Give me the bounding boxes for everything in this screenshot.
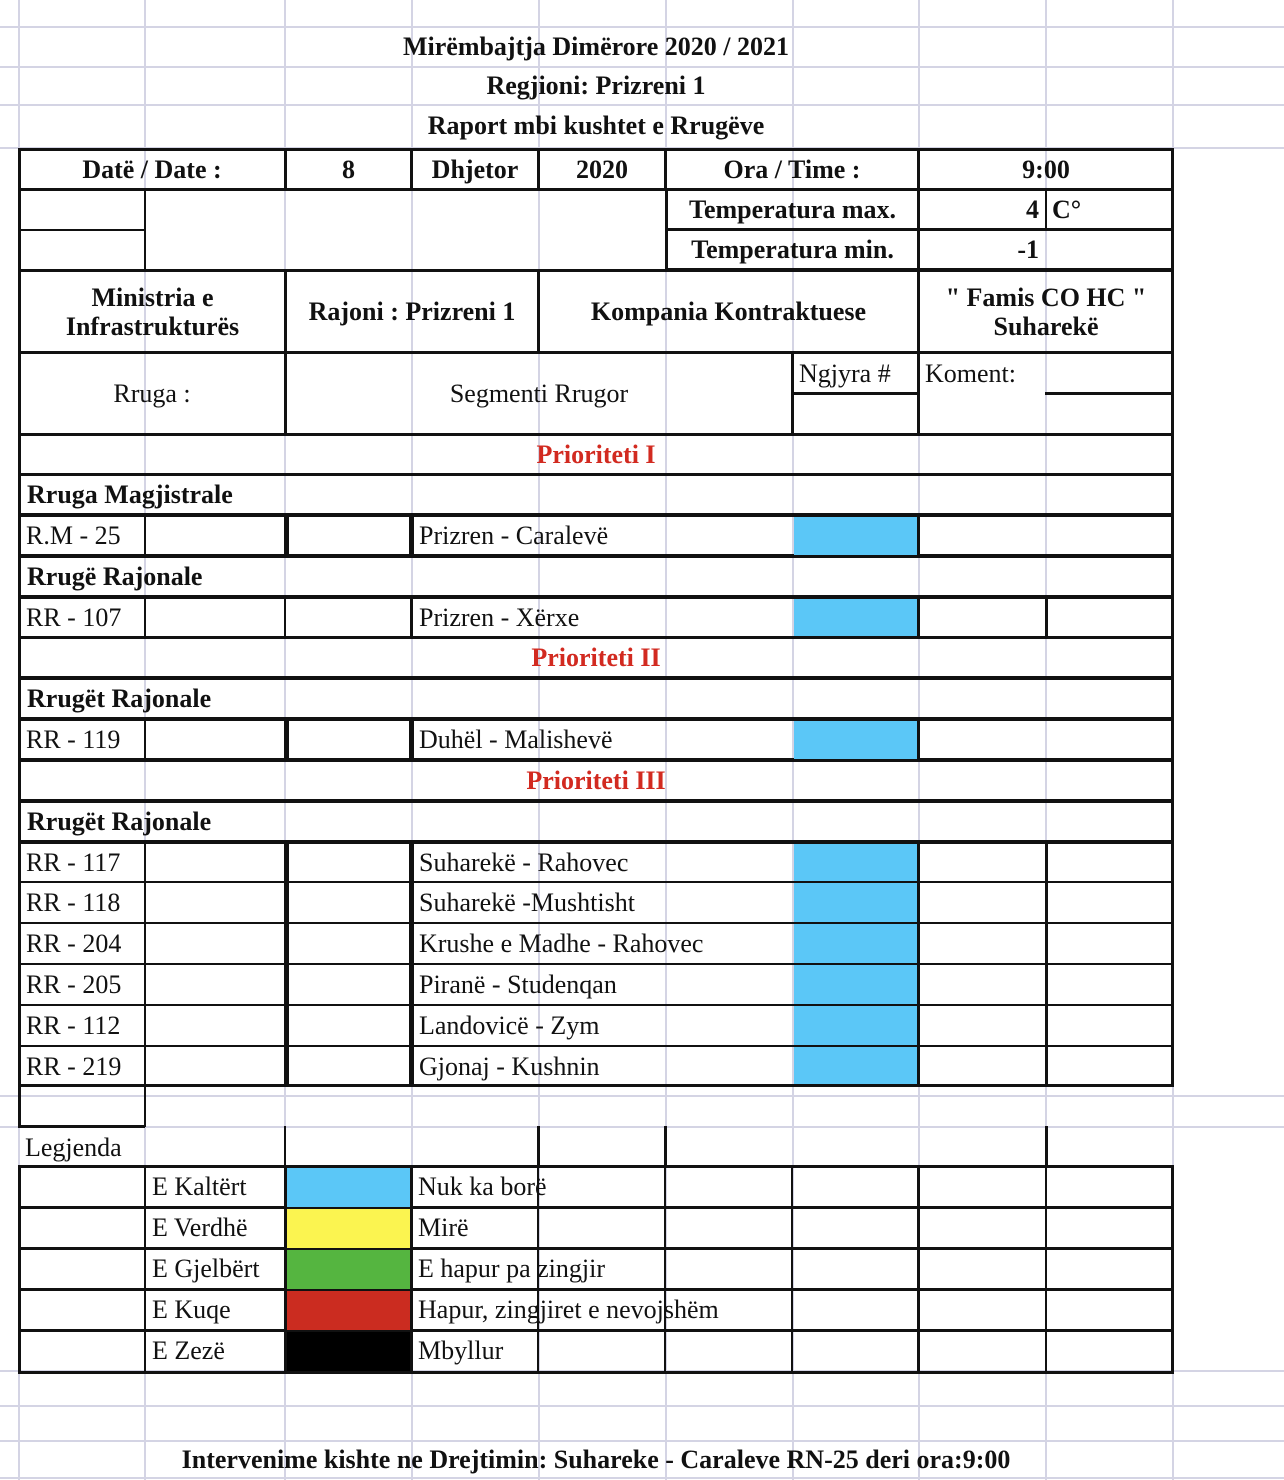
cell-divider [791, 392, 920, 395]
road-segment: Piranë - Studenqan [419, 969, 617, 999]
status-swatch[interactable] [794, 517, 917, 555]
section-heading: Rrugët Rajonale [27, 683, 212, 713]
temp-max-label: Temperatura max. [688, 194, 896, 224]
priority-2-heading: Prioriteti II [531, 642, 661, 672]
legend-color-name: E Gjelbërt [152, 1254, 260, 1284]
road-segment: Suharekë - Rahovec [419, 847, 629, 877]
road-segment: Prizren - Caralevë [419, 520, 609, 550]
date-month[interactable]: Dhjetor [431, 154, 519, 184]
border [18, 229, 145, 231]
time-value[interactable]: 9:00 [1022, 154, 1070, 184]
cell-divider [410, 596, 413, 639]
road-code: R.M - 25 [26, 520, 121, 550]
road-segment: Landovicë - Zym [419, 1010, 600, 1040]
legend-swatch-black [287, 1332, 410, 1371]
legend-color-name: E Zezë [152, 1336, 225, 1366]
cell-divider [917, 718, 920, 761]
road-column-header: Rruga : [113, 378, 191, 408]
priority-1-heading: Prioriteti I [536, 439, 656, 469]
section-heading: Rruga Magjistrale [27, 479, 233, 509]
cell-divider [284, 718, 289, 761]
legend-meaning: E hapur pa zingjir [418, 1254, 605, 1284]
road-code: RR - 119 [26, 724, 121, 754]
legend-title: Legjenda [25, 1132, 122, 1162]
road-segment: Prizren - Xërxe [419, 602, 580, 632]
temp-min-value[interactable]: -1 [1017, 234, 1039, 264]
grid-line [0, 1095, 1284, 1097]
road-code: RR - 112 [26, 1010, 121, 1040]
rajoni-label: Rajoni : Prizreni 1 [308, 296, 516, 326]
cell-divider [284, 1126, 286, 1167]
road-segment: Gjonaj - Kushnin [419, 1051, 600, 1081]
region-heading: Regjioni: Prizreni 1 [486, 70, 706, 100]
border [18, 1085, 21, 1127]
status-swatch[interactable] [794, 721, 917, 759]
legend-color-name: E Kuqe [152, 1295, 231, 1325]
cell-divider [1045, 1165, 1047, 1374]
temp-min-label: Temperatura min. [691, 234, 894, 264]
date-year[interactable]: 2020 [576, 154, 628, 184]
legend-meaning: Mbyllur [418, 1336, 504, 1366]
row-divider [18, 963, 1174, 965]
legend-meaning: Hapur, zingjiret e nevojshëm [418, 1295, 719, 1325]
legend-swatch-yellow [287, 1209, 410, 1248]
road-code: RR - 117 [26, 847, 121, 877]
status-swatch[interactable] [794, 599, 917, 637]
legend-color-name: E Verdhë [152, 1213, 248, 1243]
row-divider [18, 1045, 1174, 1047]
grid-line [0, 1405, 1284, 1407]
comment-column-header: Koment: [925, 358, 1016, 388]
road-code: RR - 219 [26, 1051, 122, 1081]
report-title: Mirëmbajtja Dimërore 2020 / 2021 [402, 31, 790, 61]
cell-divider [917, 1165, 920, 1374]
road-code: RR - 118 [26, 887, 121, 917]
ministry-name: Ministria e Infrastrukturës [65, 283, 240, 341]
road-code: RR - 107 [26, 602, 122, 632]
cell-divider [144, 1165, 146, 1374]
cell-divider [284, 596, 286, 639]
temp-unit: C° [1052, 194, 1082, 224]
cell-divider [664, 1126, 667, 1167]
legend-color-name: E Kaltërt [152, 1172, 247, 1202]
road-code: RR - 204 [26, 928, 122, 958]
report-subtitle: Raport mbi kushtet e Rrugëve [427, 110, 765, 140]
cell-divider [1045, 596, 1048, 639]
road-segment: Suharekë -Mushtisht [419, 887, 635, 917]
legend-swatch-red [287, 1291, 410, 1330]
road-segment: Duhël - Malishevë [419, 724, 613, 754]
row-divider [18, 1004, 1174, 1006]
company-name: " Famis CO HC " Suharekë [945, 283, 1147, 341]
cell-divider [917, 514, 920, 557]
cell-divider [917, 596, 920, 639]
footer-note: Intervenime kishte ne Drejtimin: Suhareke - Caraleve RN-25 deri ora:9:00 [181, 1444, 1011, 1474]
priority-3-heading: Prioriteti III [526, 765, 666, 795]
legend-meaning: Mirë [418, 1213, 469, 1243]
row-divider [18, 922, 1174, 924]
legend-swatch-blue [287, 1168, 410, 1207]
cell-divider [1045, 392, 1174, 395]
cell-divider [144, 514, 146, 557]
grid-line [0, 1126, 1284, 1128]
time-label: Ora / Time : [723, 154, 861, 184]
date-day[interactable]: 8 [342, 154, 355, 184]
cell-divider [537, 1126, 540, 1167]
cell-divider [144, 718, 146, 761]
cell-divider [144, 596, 146, 639]
temp-max-value[interactable]: 4 [1026, 194, 1039, 224]
legend-swatch-green [287, 1250, 410, 1289]
date-label: Datë / Date : [82, 154, 222, 184]
segment-column-header: Segmenti Rrugor [449, 378, 629, 408]
section-heading: Rrugë Rajonale [27, 561, 203, 591]
cell-divider [1045, 1126, 1048, 1167]
cell-divider [917, 269, 920, 354]
legend-meaning: Nuk ka borë [418, 1172, 547, 1202]
section-heading: Rrugët Rajonale [27, 806, 212, 836]
road-segment: Krushe e Madhe - Rahovec [419, 928, 704, 958]
color-column-header: Ngjyra # [799, 358, 891, 388]
border [1171, 188, 1174, 271]
border [144, 1085, 146, 1127]
cell-divider [284, 514, 289, 557]
border [18, 1125, 145, 1128]
road-code: RR - 205 [26, 969, 122, 999]
company-label: Kompania Kontraktuese [590, 296, 867, 326]
